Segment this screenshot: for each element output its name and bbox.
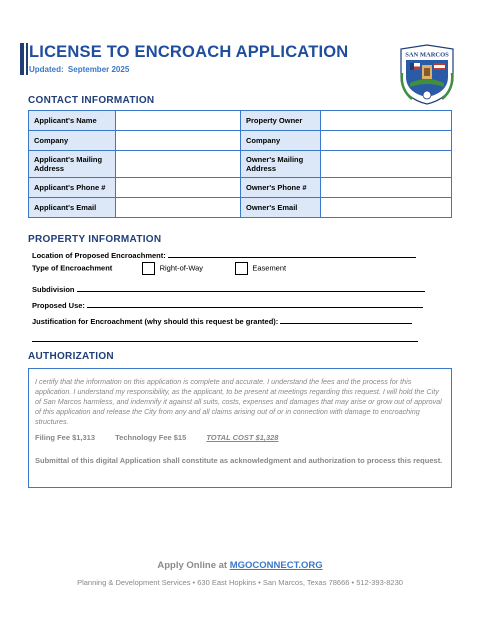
technology-fee: Technology Fee $15 <box>115 433 187 442</box>
updated-line <box>29 65 129 74</box>
owner-company-field[interactable] <box>321 131 452 151</box>
owner-phone-label: Owner's Phone # <box>241 178 321 198</box>
encroachment-type-label: Type of Encroachment <box>32 263 113 273</box>
applicant-name-label: Applicant's Name <box>29 111 116 131</box>
table-row <box>29 198 452 218</box>
property-owner-field[interactable] <box>321 111 452 131</box>
owner-email-field[interactable] <box>321 198 452 218</box>
table-row <box>29 131 452 151</box>
applicant-phone-label: Applicant's Phone # <box>29 178 116 198</box>
footer-address: Planning & Development Services • 630 East Hopkins • San Marcos, Texas 78666 • 512-393-8230 <box>77 578 403 587</box>
property-section-heading: PROPERTY INFORMATION <box>28 234 162 245</box>
owner-email-label: Owner's Email <box>241 198 321 218</box>
owner-address-field[interactable] <box>321 151 452 178</box>
owner-address-label: Owner's Mailing Address <box>241 151 321 178</box>
right-of-way-label: Right-of-Way <box>159 263 204 273</box>
apply-online-line <box>0 560 480 571</box>
mgoconnect-link[interactable]: MGOCONNECT.ORG <box>229 560 323 571</box>
easement-checkbox[interactable] <box>235 262 248 275</box>
subdivision-line <box>32 284 425 294</box>
fees-line <box>35 433 445 442</box>
applicant-company-label: Company <box>29 131 116 151</box>
justification-field[interactable] <box>280 316 412 324</box>
right-of-way-checkbox[interactable] <box>142 262 155 275</box>
city-seal-logo <box>398 43 456 105</box>
applicant-phone-field[interactable] <box>116 178 241 198</box>
applicant-address-field[interactable] <box>116 151 241 178</box>
subdivision-field[interactable] <box>77 284 425 292</box>
contact-table <box>28 110 452 218</box>
certification-statement: I certify that the information on this application is complete and accurate. I understand the fees and the process for this application. I understand my responsibility, as the applicant, to be present at meetings regarding this request. I will hold the City of San Marcos harmless, and indemnify it against all suits, costs, expenses and damages that may arise or grow out of approval of this application and release the City from any and all claims arising out of or in connection with damage to encroaching structures. <box>35 377 442 426</box>
location-label: Location of Proposed Encroachment: <box>32 251 166 260</box>
applicant-email-field[interactable] <box>116 198 241 218</box>
updated-label: Updated: <box>29 65 64 74</box>
table-row <box>29 111 452 131</box>
updated-date: September 2025 <box>67 65 130 74</box>
authorization-box <box>28 368 452 488</box>
applicant-company-field[interactable] <box>116 131 241 151</box>
contact-section-heading: CONTACT INFORMATION <box>28 95 155 106</box>
subdivision-label: Subdivision <box>32 285 75 294</box>
owner-phone-field[interactable] <box>321 178 452 198</box>
justification-line <box>32 316 412 326</box>
justification-field-line2[interactable] <box>32 334 418 342</box>
proposed-use-line <box>32 300 423 310</box>
filing-fee: Filing Fee $1,313 <box>35 433 96 442</box>
authorization-section-heading: AUTHORIZATION <box>28 351 114 362</box>
location-line <box>32 250 416 260</box>
applicant-email-label: Applicant's Email <box>29 198 116 218</box>
submittal-statement: Submittal of this digital Application shall constitute as acknowledgment and authorization to process this request. <box>35 456 443 465</box>
property-owner-label: Property Owner <box>241 111 321 131</box>
proposed-use-label: Proposed Use: <box>32 301 85 310</box>
title-accent-bar-thin <box>26 43 28 75</box>
applicant-address-label: Applicant's Mailing Address <box>29 151 116 178</box>
justification-continuation <box>32 334 418 344</box>
table-row <box>29 178 452 198</box>
svg-text:SAN MARCOS: SAN MARCOS <box>405 51 449 59</box>
owner-company-label: Company <box>241 131 321 151</box>
page-title: LICENSE TO ENCROACH APPLICATION <box>29 43 349 61</box>
justification-label: Justification for Encroachment (why should this request be granted): <box>32 317 279 326</box>
total-cost: TOTAL COST $1,328 <box>206 433 279 442</box>
easement-label: Easement <box>252 263 287 273</box>
title-accent-bar <box>20 43 24 75</box>
encroachment-type-line <box>32 262 286 275</box>
applicant-name-field[interactable] <box>116 111 241 131</box>
table-row <box>29 151 452 178</box>
location-field[interactable] <box>168 250 416 258</box>
apply-online-prefix: Apply Online at <box>157 560 228 571</box>
proposed-use-field[interactable] <box>87 300 423 308</box>
